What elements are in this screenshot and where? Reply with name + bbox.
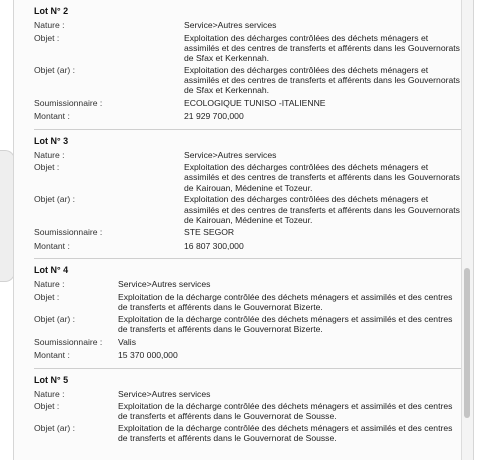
soumissionnaire-value: ECOLOGIQUE TUNISO -ITALIENNE	[184, 97, 326, 108]
montant-row	[34, 240, 464, 252]
lot-3	[34, 130, 464, 260]
objet-label: Objet :	[34, 32, 60, 43]
objet-ar-value: Exploitation des décharges contrôlées des déchets ménagers et assimilés et des centres de transferts et afférents dans les Gouvernorats de Sfax et Kerkennah.	[184, 64, 460, 96]
objet-row	[34, 162, 464, 193]
objet-ar-row	[34, 314, 464, 334]
lot-2	[34, 0, 464, 130]
objet-ar-row	[34, 194, 464, 225]
objet-ar-label: Objet (ar) :	[34, 194, 76, 205]
soumissionnaire-label: Soumissionnaire :	[34, 336, 103, 347]
objet-ar-value: Exploitation de la décharge contrôlée des déchets ménagers et assimilés et des centres de transferts et afférents dans le Gouvernorat de Sousse.	[118, 423, 453, 444]
lot-4	[34, 259, 464, 368]
soumissionnaire-value: Valis	[118, 336, 136, 347]
nature-row	[34, 278, 464, 290]
lots-panel	[13, 0, 474, 460]
montant-value: 16 807 300,000	[184, 240, 244, 251]
scrollbar-thumb[interactable]	[464, 268, 470, 418]
lot-5	[34, 369, 464, 450]
nature-label: Nature :	[34, 388, 65, 399]
soumissionnaire-label: Soumissionnaire :	[34, 227, 103, 238]
objet-row	[34, 292, 464, 312]
vertical-scrollbar[interactable]	[461, 0, 473, 460]
objet-label: Objet :	[34, 401, 60, 412]
objet-value: Exploitation des décharges contrôlées des déchets ménagers et assimilés et des centres de transferts et afférents dans les Gouvernorats de Kairouan, Médenine et Tozeur.	[184, 162, 460, 193]
montant-label: Montant :	[34, 240, 70, 251]
nature-value: Service>Autres services	[184, 149, 277, 160]
lot-title: Lot N° 5	[34, 374, 69, 385]
objet-row	[34, 401, 464, 421]
montant-label: Montant :	[34, 111, 70, 122]
nature-row	[34, 19, 464, 31]
objet-value: Exploitation de la décharge contrôlée des déchets ménagers et assimilés et des centres de transferts et afférents dans le Gouvernorat de Sousse.	[118, 401, 453, 422]
soumissionnaire-row	[34, 336, 464, 348]
montant-row	[34, 349, 464, 361]
montant-label: Montant :	[34, 350, 70, 361]
objet-ar-label: Objet (ar) :	[34, 64, 76, 75]
montant-value: 15 370 000,000	[118, 350, 178, 361]
nature-row	[34, 388, 464, 400]
soumissionnaire-value: STE SEGOR	[184, 227, 235, 238]
nature-value: Service>Autres services	[184, 20, 277, 30]
lot-title: Lot N° 2	[34, 6, 69, 16]
nature-label: Nature :	[34, 279, 65, 290]
nature-value: Service>Autres services	[118, 279, 211, 290]
lots-list	[34, 0, 464, 450]
nature-label: Nature :	[34, 20, 65, 30]
objet-ar-label: Objet (ar) :	[34, 313, 76, 324]
objet-ar-row	[34, 65, 464, 96]
objet-ar-label: Objet (ar) :	[34, 423, 76, 434]
objet-row	[34, 33, 464, 64]
objet-ar-value: Exploitation de la décharge contrôlée des déchets ménagers et assimilés et des centres de transferts et afférents dans le Gouvernorat Bizerte.	[118, 313, 453, 335]
montant-row	[34, 110, 464, 122]
lot-title: Lot N° 4	[34, 265, 69, 276]
objet-value: Exploitation de la décharge contrôlée des déchets ménagers et assimilés et des centres de transferts et afférents dans le Gouvernorat Bizerte.	[118, 291, 453, 313]
objet-label: Objet :	[34, 291, 60, 302]
soumissionnaire-label: Soumissionnaire :	[34, 97, 103, 108]
objet-label: Objet :	[34, 162, 60, 173]
nature-row	[34, 149, 464, 161]
objet-ar-value: Exploitation des décharges contrôlées des déchets ménagers et assimilés et des centres de transferts et afférents dans les Gouvernorats de Kairouan, Médenine et Tozeur.	[184, 194, 460, 225]
soumissionnaire-row	[34, 97, 464, 109]
montant-value: 21 929 700,000	[184, 111, 244, 122]
soumissionnaire-row	[34, 226, 464, 238]
objet-ar-row	[34, 423, 464, 443]
nature-value: Service>Autres services	[118, 388, 211, 399]
nature-label: Nature :	[34, 149, 65, 160]
objet-value: Exploitation des décharges contrôlées des déchets ménagers et assimilés et des centres de transferts et afférents dans les Gouvernorats de Sfax et Kerkennah.	[184, 32, 460, 63]
lot-title: Lot N° 3	[34, 135, 69, 146]
